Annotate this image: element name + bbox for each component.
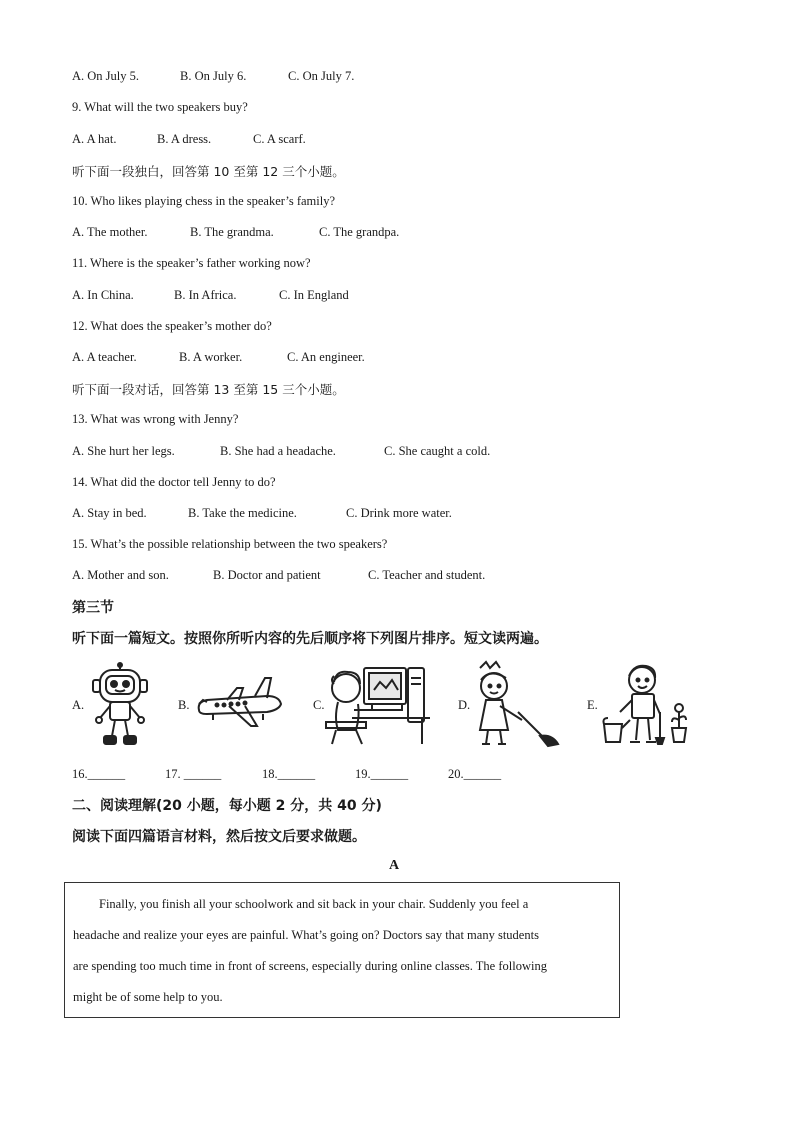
blank-18[interactable]: 18.______ [262, 767, 316, 781]
q9-question: 9. What will the two speakers buy? [72, 100, 248, 114]
q14-question: 14. What did the doctor tell Jenny to do? [72, 475, 276, 489]
passage-title: A [389, 858, 400, 873]
q13-options [72, 444, 490, 459]
blank-20[interactable]: 20.______ [448, 767, 502, 781]
q9-options [72, 132, 306, 147]
q10-option-c: C. The grandpa. [319, 225, 400, 239]
q9-option-a: A. A hat. [72, 132, 117, 146]
q13-option-b: B. She had a headache. [220, 444, 336, 458]
q11-question: 11. Where is the speaker’s father working now? [72, 256, 311, 270]
q15-options [72, 568, 485, 583]
passage-line-3: are spending too much time in front of screens, especially during online classes. The following [73, 959, 547, 973]
q15-option-b: B. Doctor and patient [213, 568, 321, 582]
q15-option-a: A. Mother and son. [72, 568, 169, 582]
picture-letter-d: D. [458, 698, 471, 712]
q8-option-a: A. On July 5. [72, 69, 140, 83]
q14-option-c: C. Drink more water. [346, 506, 452, 520]
q8-option-c: C. On July 7. [288, 69, 355, 83]
robot-icon [88, 662, 152, 748]
q10-option-a: A. The mother. [72, 225, 148, 239]
q15-option-c: C. Teacher and student. [368, 568, 486, 582]
passage-line-4: might be of some help to you. [73, 990, 223, 1004]
q11-option-a: A. In China. [72, 288, 134, 302]
q11-option-c: C. In England [279, 288, 349, 302]
q10-option-b: B. The grandma. [190, 225, 274, 239]
q14-options [72, 506, 452, 521]
passage-line-1: Finally, you finish all your schoolwork and sit back in your chair. Suddenly you feel a [99, 897, 529, 911]
q14-option-a: A. Stay in bed. [72, 506, 147, 520]
blank-16[interactable]: 16.______ [72, 767, 126, 781]
instruction-10-12: 听下面一段独白，回答第 10 至第 12 三个小题。 [72, 164, 345, 179]
q12-question: 12. What does the speaker’s mother do? [72, 319, 272, 333]
q12-option-a: A. A teacher. [72, 350, 137, 364]
q11-options [72, 288, 349, 303]
q10-options [72, 225, 399, 240]
passage-box [64, 882, 620, 1018]
instruction-13-15: 听下面一段对话，回答第 13 至第 15 三个小题。 [72, 382, 345, 397]
q12-option-c: C. An engineer. [287, 350, 365, 364]
section3-title: 第三节 [72, 600, 114, 616]
blank-19[interactable]: 19.______ [355, 767, 409, 781]
computer-user-icon [322, 660, 434, 746]
q13-option-c: C. She caught a cold. [384, 444, 491, 458]
q11-option-b: B. In Africa. [174, 288, 237, 302]
picture-letter-c: C. [313, 698, 325, 712]
passage-line-2: headache and realize your eyes are painful. What’s going on? Doctors say that many students [73, 928, 539, 942]
q12-option-b: B. A worker. [179, 350, 243, 364]
cleaning-girl-icon [470, 660, 560, 748]
section3-instruction: 听下面一篇短文。按照你所听内容的先后顺序将下列图片排序。短文读两遍。 [72, 631, 548, 647]
q13-question: 13. What was wrong with Jenny? [72, 412, 239, 426]
part2-instruction: 阅读下面四篇语言材料，然后按文后要求做题。 [72, 829, 366, 845]
q12-options [72, 350, 365, 365]
q9-option-c: C. A scarf. [253, 132, 306, 146]
q13-option-a: A. She hurt her legs. [72, 444, 175, 458]
airplane-icon [193, 674, 285, 732]
q8-option-b: B. On July 6. [180, 69, 247, 83]
q9-option-b: B. A dress. [157, 132, 212, 146]
q10-question: 10. Who likes playing chess in the speaker’s family? [72, 194, 336, 208]
q8-options [72, 69, 354, 84]
gardening-boy-icon [600, 662, 692, 746]
picture-letter-e: E. [587, 698, 598, 712]
picture-letter-a: A. [72, 698, 85, 712]
blank-17[interactable]: 17. ______ [165, 767, 222, 781]
part2-title: 二、阅读理解(20 小题，每小题 2 分，共 40 分) [72, 798, 382, 814]
q14-option-b: B. Take the medicine. [188, 506, 297, 520]
picture-letter-b: B. [178, 698, 190, 712]
q15-question: 15. What’s the possible relationship between the two speakers? [72, 537, 388, 551]
